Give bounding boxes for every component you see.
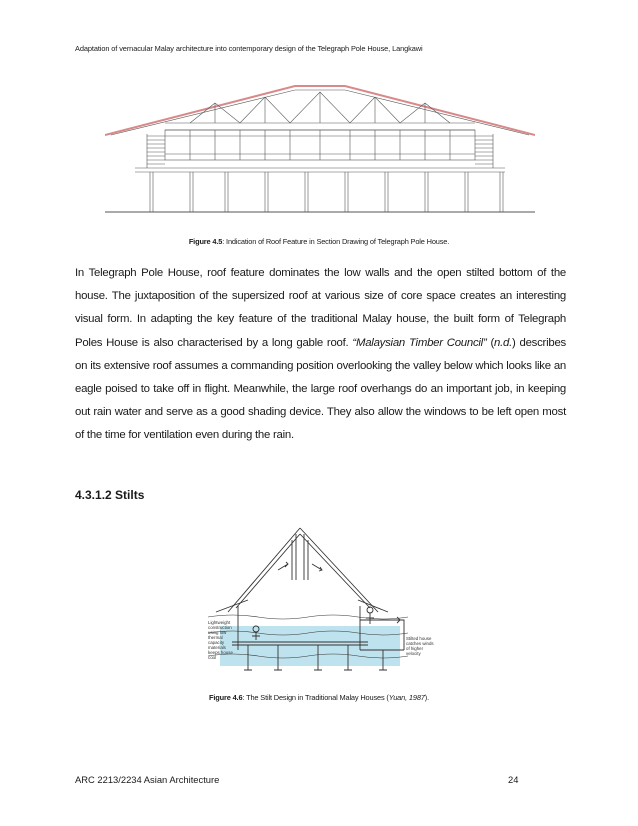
section-drawing-figure (105, 78, 535, 218)
body-paragraph (75, 262, 566, 448)
figure-label: Figure 4.5 (188, 237, 223, 246)
annotation-right: Stilted house catches winds of higher velocity (406, 636, 434, 656)
paragraph-text: In Telegraph Pole House, roof feature dominates the low walls and the open stilted bottom of the house. The juxtaposition of the supersized roof at various size of core space creates an interesting visual form. In adapting the key feature of the traditional Malay house, the built form of Telegraph Poles House is also characterised by a long gable roof. (75, 267, 566, 349)
page-number: 24 (508, 774, 519, 785)
quoted-source: “Malaysian Timber Council” (352, 336, 487, 349)
annotation-left: Lightweight construction using low thermal capacity materials keeps house cool (208, 620, 233, 660)
caption-text-end: ). (424, 693, 429, 702)
paragraph-text: ) describes on its extensive roof assumes a commanding position overlooking the valley below which looks like an eagle poised to take off in flight. Meanwhile, the large roof overhangs do an important job, in keeping out rain water and serve as a good shading device. They also allow the windows to be left open most of the time for ventilation even during the rain. (75, 336, 567, 442)
figure-label: Figure 4.6 (209, 693, 243, 702)
caption-text: : The Stilt Design in Traditional Malay Houses ( (242, 693, 389, 702)
caption-citation: Yuan, 1987 (388, 693, 425, 702)
figure-4-6-caption (0, 693, 638, 702)
caption-text: : Indication of Roof Feature in Section Drawing of Telegraph Pole House. (222, 237, 450, 246)
figure-4-5-caption (0, 237, 638, 246)
paragraph-text: ( (486, 336, 495, 349)
section-heading: 4.3.1.2 Stilts (75, 488, 145, 502)
running-header: Adaptation of vernacular Malay architecture into contemporary design of the Telegraph Pole House, Langkawi (75, 44, 423, 53)
citation-date: n.d. (494, 336, 513, 349)
footer-course: ARC 2213/2234 Asian Architecture (75, 774, 220, 785)
stilt-diagram-figure (208, 520, 448, 684)
